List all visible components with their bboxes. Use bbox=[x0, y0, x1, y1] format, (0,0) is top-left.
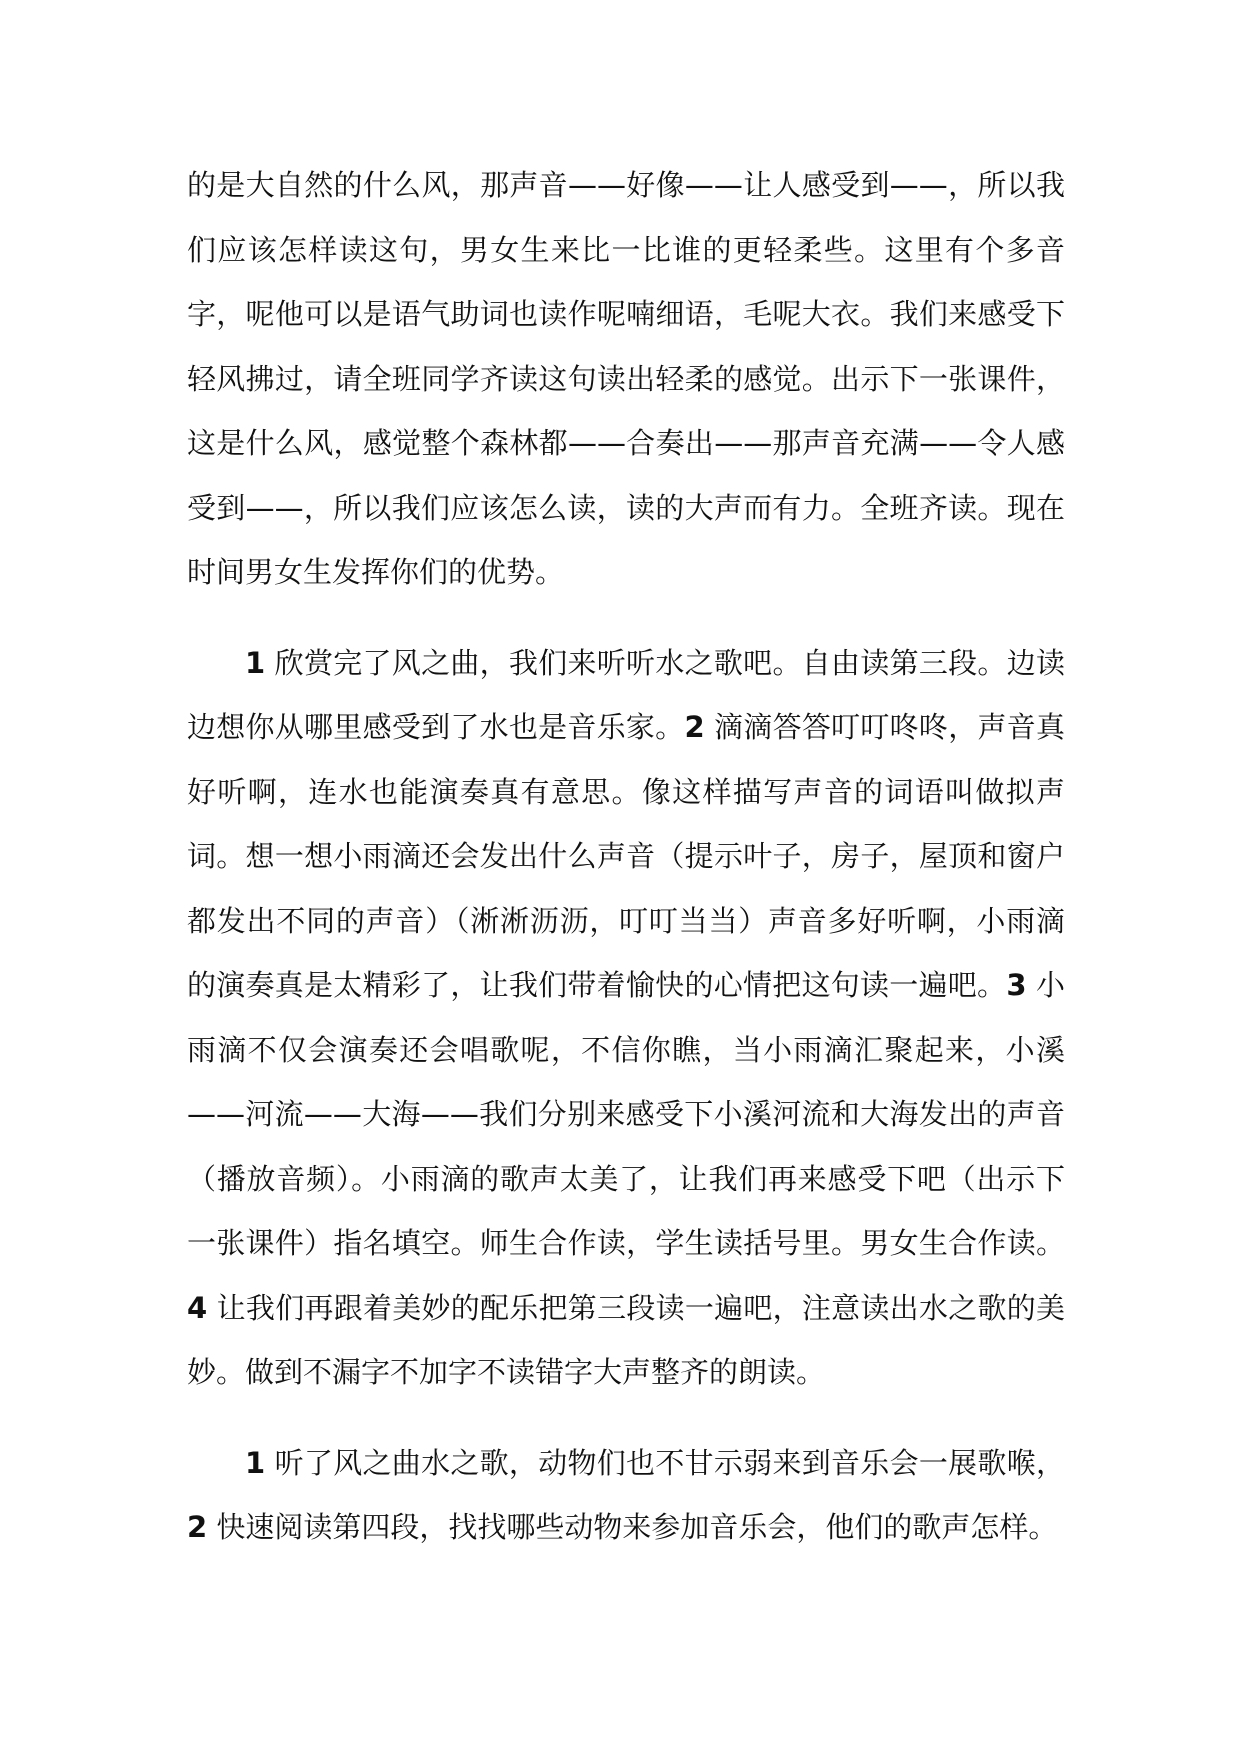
paragraph-text: 听了风之曲水之歌，动物们也不甘示弱来到音乐会一展歌喉， bbox=[265, 1445, 1065, 1480]
paragraph-text: 小雨滴不仅会演奏还会唱歌呢，不信你瞧，当小雨滴汇聚起来，小溪——河流——大海——我们分别来感受下小溪河流和大海发出的声音（播放音频）。小雨滴的歌声太美了，让我们再来感受下吧（出示下一张课件）指名填空。师生合作读，学生读括号里。男女生合作读。 bbox=[187, 968, 1065, 1260]
step-number: 1 bbox=[245, 645, 266, 680]
document-body bbox=[187, 153, 1065, 1560]
step-number: 4 bbox=[187, 1290, 208, 1325]
paragraph-text: 快速阅读第四段，找找哪些动物来参加音乐会，他们的歌声怎样。 bbox=[207, 1510, 1058, 1544]
paragraph bbox=[187, 631, 1065, 1405]
paragraph-text: 的是大自然的什么风，那声音——好像——让人感受到——，所以我们应该怎样读这句，男女生来比一比谁的更轻柔些。这里有个多音字，呢他可以是语气助词也读作呢喃细语，毛呢大衣。我们来感受下轻风拂过，请全班同学齐读这句读出轻柔的感觉。出示下一张课件，这是什么风，感觉整个森林都——合奏出——那声音充满——令人感受到——，所以我们应该怎么读，读的大声而有力。全班齐读。现在时间男女生发挥你们的优势。 bbox=[187, 168, 1065, 589]
paragraph-text: 滴滴答答叮叮咚咚，声音真好听啊，连水也能演奏真有意思。像这样描写声音的词语叫做拟声词。想一想小雨滴还会发出什么声音（提示叶子，房子，屋顶和窗户都发出不同的声音）（淅淅沥沥，叮叮当当）声音多好听啊，小雨滴的演奏真是太精彩了，让我们带着愉快的心情把这句读一遍吧。 bbox=[187, 710, 1065, 1002]
paragraph bbox=[187, 153, 1065, 605]
paragraph bbox=[187, 1431, 1065, 1560]
paragraph-text: 欣赏完了风之曲，我们来听听水之歌吧。自由读第三段。边读边想你从哪里感受到了水也是音乐家。 bbox=[187, 645, 1065, 744]
paragraph-text: 让我们再跟着美妙的配乐把第三段读一遍吧，注意读出水之歌的美妙。做到不漏字不加字不读错字大声整齐的朗读。 bbox=[187, 1290, 1065, 1389]
step-number: 3 bbox=[1006, 968, 1027, 1002]
step-number: 1 bbox=[245, 1445, 266, 1480]
step-number: 2 bbox=[684, 710, 705, 744]
step-number: 2 bbox=[187, 1510, 208, 1544]
